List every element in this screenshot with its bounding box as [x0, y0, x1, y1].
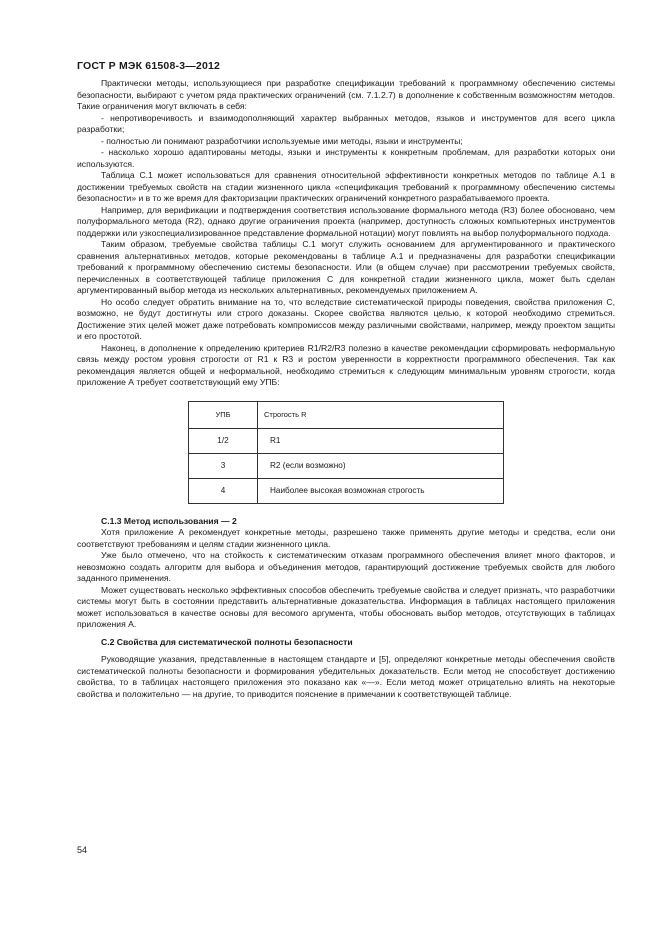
table-header-row [189, 401, 504, 428]
paragraph: Наконец, в дополнение к определению критериев R1/R2/R3 полезно в качестве рекомендации сформировать неформальную связь между ростом уровня строгости от R1 к R3 и ростом уверенности в корректности программного обеспечения. Так как рекомендация является общей и неформальной, необходимо стремиться к следующим минимальным уровням строгости, когда приложение А требует соответствующий ему УПБ: [77, 342, 615, 387]
table-header-sil: УПБ [189, 401, 258, 428]
paragraph: Но особо следует обратить внимание на то, что вследствие систематической природы поведения, свойства приложения С, возможно, не будут достигнуты или строго доказаны. Скорее свойства являются целью, к которой необходимо стремиться. Достижение этих целей может даже потребовать компромиссов между различными свойствами, например, между проектом защиты и его простотой. [77, 296, 615, 341]
page-number: 54 [77, 845, 88, 855]
paragraph: Практически методы, использующиеся при разработке спецификации требований к программному обеспечению системы безопасности, выбирают с учетом ряда практических ограничений (см. 7.1.2.7) в дополнение к собственным возможностям методов. Такие ограничения могут включать в себя: [77, 78, 615, 111]
paragraph: Руководящие указания, представленные в настоящем стандарте и [5], определяют конкретные методы обеспечения свойств систематической полноты безопасности и формирования убедительных доказательств. Если метод не способствует достижению свойства, то в таблицах настоящего приложения это показано как «—». Если метод может отрицательно влиять на некоторые свойства и положительно — на другие, то приводится пояснение в примечании к соответствующей таблице. [77, 654, 615, 699]
table-cell-rigor: R2 (если возможно) [258, 453, 504, 478]
page-body [77, 78, 615, 700]
table-header-rigor: Строгость R [258, 401, 504, 428]
table-cell-rigor: R1 [258, 428, 504, 453]
table-row [189, 428, 504, 453]
document-header: ГОСТ Р МЭК 61508-3—2012 [77, 60, 221, 72]
paragraph: Уже было отмечено, что на стойкость к систематическим отказам программного обеспечения влияет много факторов, и невозможно создать алгоритм для выбора и объединения методов, гарантирующий достижение требуемых свойств для любого заданного применения. [77, 550, 615, 583]
paragraph: Таким образом, требуемые свойства таблицы С.1 могут служить основанием для аргументированного и практического сравнения альтернативных методов, которые рекомендованы в таблице А.1 и предназначены для разработки спецификации требований к программному обеспечению системы безопасности. Или (в общем случае) при рассмотрении требуемых свойств, перечисленных в соответствующей таблице приложения С для конкретной стадии жизненного цикла, может быть сделан аргументированный выбор метода из нескольких альтернативных, рекомендуемых приложением А. [77, 239, 615, 295]
sil-rigor-table [188, 401, 504, 504]
table-row [189, 453, 504, 478]
paragraph: Например, для верификации и подтверждения соответствия использование формального метода (R3) более обосновано, чем полуформального метода (R2), однако другие ограничения проекта (например, доступность сложных компьютерных инструментов поддержки или узкоспециализированное представление формальной нотации) могут повлиять на выбор полуформального подхода. [77, 204, 615, 238]
list-item: - полностью ли понимают разработчики используемые ими методы, языки и инструменты; [101, 135, 463, 146]
list-item: - насколько хорошо адаптированы методы, языки и инструменты к конкретным проблемам, для разработки которых они используются. [77, 147, 615, 169]
table-cell-sil: 4 [189, 478, 258, 503]
table-cell-sil: 1/2 [189, 428, 258, 453]
table-row [189, 478, 504, 503]
section-heading-c2: С.2 Свойства для систематической полноты безопасности [101, 636, 353, 647]
paragraph: Таблица С.1 может использоваться для сравнения относительной эффективности конкретных методов по таблице А.1 в достижении требуемых свойств на стадии жизненного цикла «спецификация требований к программному обеспечению системы безопасности» и в то же время для факторизации практических ограничений конкретного разрабатываемого проекта. [77, 170, 615, 203]
table-cell-rigor: Наиболее высокая возможная строгость [258, 478, 504, 503]
section-heading-c13: С.1.3 Метод использования — 2 [101, 515, 237, 526]
table-cell-sil: 3 [189, 453, 258, 478]
list-item: - непротиворечивость и взаимодополняющий характер выбранных методов, языков и инструментов для всего цикла разработки; [77, 112, 615, 134]
paragraph: Может существовать несколько эффективных способов обеспечить требуемые свойства и следует признать, что разработчики системы могут быть в состоянии представить альтернативные доказательства. Информация в таблицах настоящего приложения может использоваться в качестве основы для весомого аргумента, чтобы обосновать выбор методов, отсутствующих в таблицах приложения А. [77, 584, 615, 629]
paragraph: Хотя приложение А рекомендует конкретные методы, разрешено также применять другие методы и средства, если они соответствуют требованиям и целям стадии жизненного цикла. [77, 527, 615, 549]
